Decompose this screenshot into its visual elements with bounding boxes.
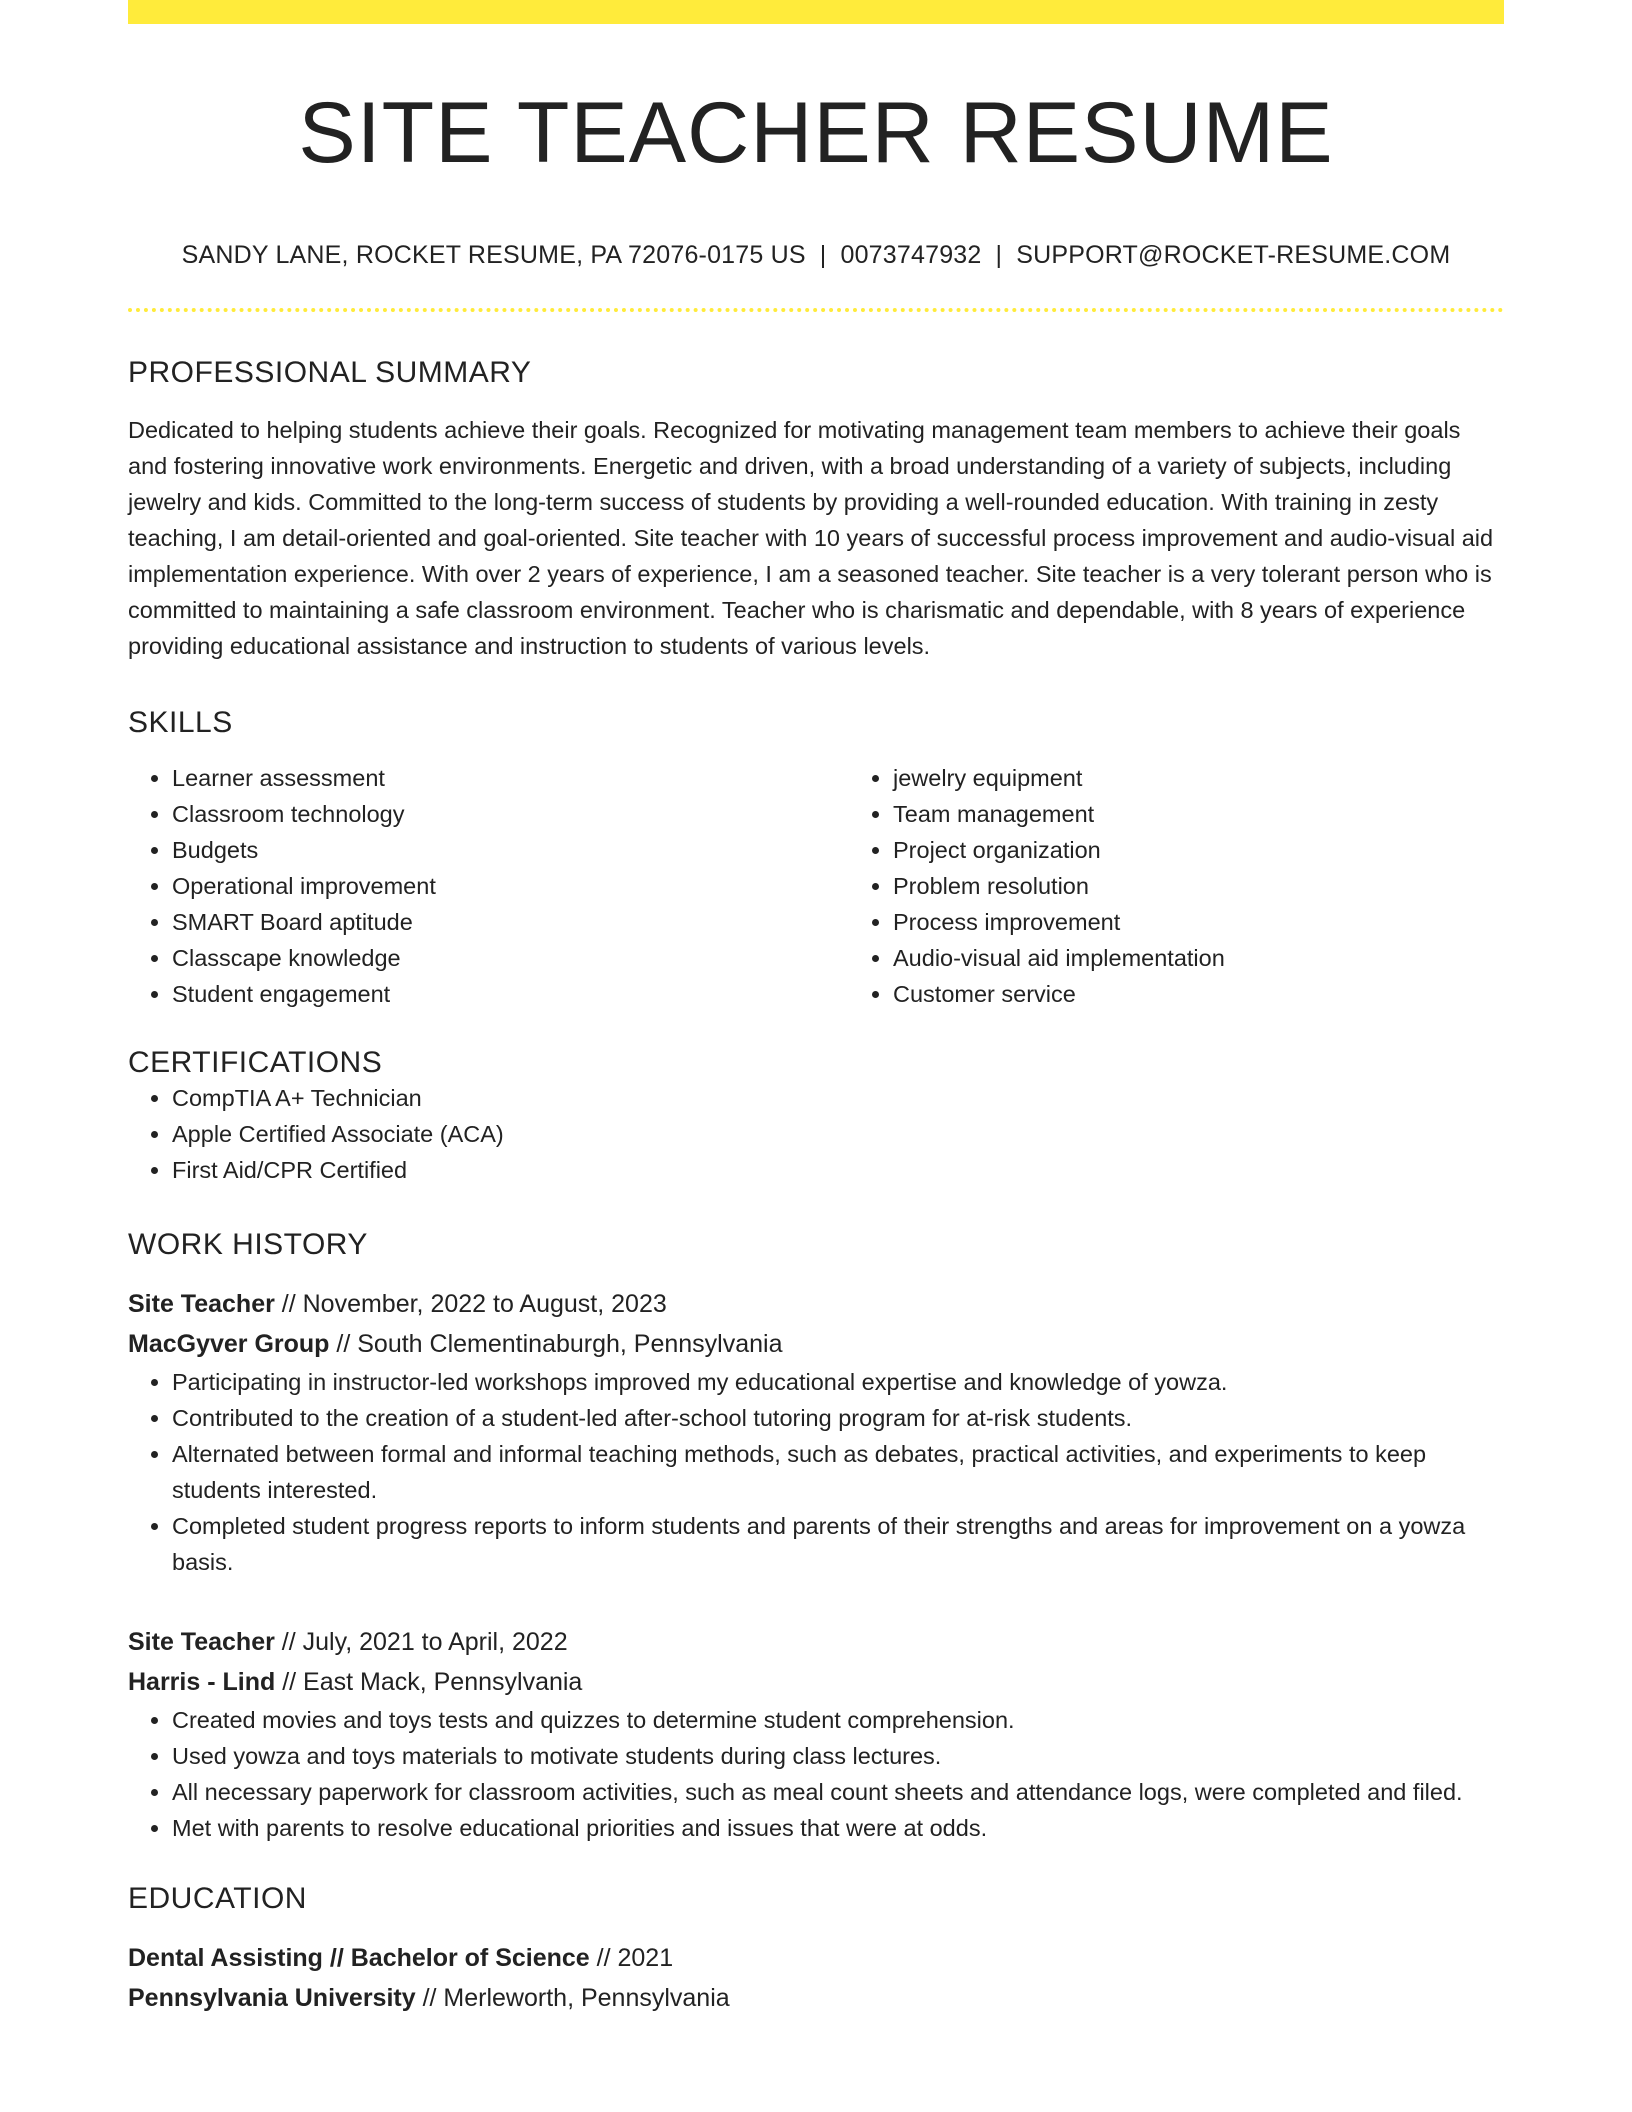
- job-company: MacGyver Group: [128, 1329, 330, 1358]
- certifications-heading: CERTIFICATIONS: [128, 1045, 383, 1079]
- job-company: Harris - Lind: [128, 1667, 276, 1696]
- job-dates: // July, 2021 to April, 2022: [274, 1627, 568, 1656]
- summary-text: Dedicated to helping students achieve their goals. Recognized for motivating management team members to achieve their goals and fostering innovative work environments. Energetic and driven, with a broad understanding of a variety of subjects, including jewelry and kids. Committed to the long-term success of students by providing a well-rounded education. With training in zesty teaching, I am detail-oriented and goal-oriented. Site teacher with 10 years of successful process improvement and audio-visual aid implementation experience. With over 2 years of experience, I am a seasoned teacher. Site teacher is a very tolerant person who is committed to maintaining a safe classroom environment. Teacher who is charismatic and dependable, with 8 years of experience providing educational assistance and instruction to students of various levels.: [128, 416, 1494, 659]
- skills-list-right: [849, 760, 1570, 1012]
- job-duty: • Met with parents to resolve educational priorities and issues that were at odds.: [172, 1810, 1504, 1846]
- job-company-line: [128, 1662, 1504, 1702]
- skill-item: • Operational improvement: [172, 868, 849, 904]
- certification-item: • CompTIA A+ Technician: [172, 1080, 1504, 1116]
- job-location: // South Clementinaburgh, Pennsylvania: [329, 1329, 783, 1358]
- job-duty: • All necessary paperwork for classroom activities, such as meal count sheets and attendance logs, were completed and filed.: [172, 1774, 1504, 1810]
- skill-item: • Audio-visual aid implementation: [893, 940, 1570, 976]
- education-entry: [128, 1938, 1504, 2018]
- job-title: Site Teacher: [128, 1627, 275, 1656]
- skill-item: • Classroom technology: [172, 796, 849, 832]
- contact-line: [128, 241, 1504, 270]
- resume-title: SITE TEACHER RESUME: [298, 85, 1334, 181]
- job-duty: • Completed student progress reports to inform students and parents of their strengths and areas for improvement on a yowza basis.: [172, 1508, 1504, 1580]
- job-duty: • Contributed to the creation of a student-led after-school tutoring program for at-risk students.: [172, 1400, 1504, 1436]
- job-title: Site Teacher: [128, 1289, 275, 1318]
- education-school-line: [128, 1978, 1504, 2018]
- job-duty: • Participating in instructor-led workshops improved my educational expertise and knowledge of yowza.: [172, 1364, 1504, 1400]
- skill-item: • Team management: [893, 796, 1570, 832]
- job-location: // East Mack, Pennsylvania: [275, 1667, 583, 1696]
- job-duties-list: [128, 1702, 1504, 1846]
- contact-phone: 0073747932: [840, 240, 982, 269]
- job-title-line: [128, 1284, 1504, 1324]
- skill-item: • Process improvement: [893, 904, 1570, 940]
- skill-item: • Classcape knowledge: [172, 940, 849, 976]
- skill-item: • Learner assessment: [172, 760, 849, 796]
- education-school: Pennsylvania University: [128, 1983, 416, 2012]
- resume-page: [128, 0, 1504, 2018]
- job-duty: • Used yowza and toys materials to motivate students during class lectures.: [172, 1738, 1504, 1774]
- education-year: // 2021: [589, 1943, 674, 1972]
- job-company-line: [128, 1324, 1504, 1364]
- skill-item: • Budgets: [172, 832, 849, 868]
- job-dates: // November, 2022 to August, 2023: [274, 1289, 667, 1318]
- dotted-divider: [128, 308, 1504, 312]
- skill-item: • SMART Board aptitude: [172, 904, 849, 940]
- contact-address: SANDY LANE, ROCKET RESUME, PA 72076-0175 US: [181, 240, 806, 269]
- certification-item: • First Aid/CPR Certified: [172, 1152, 1504, 1188]
- skills-heading: SKILLS: [128, 705, 233, 739]
- education-degree: Dental Assisting // Bachelor of Science: [128, 1943, 590, 1972]
- job-entry: [128, 1622, 1504, 1846]
- top-accent-bar: [128, 0, 1504, 24]
- job-entry: [128, 1284, 1504, 1580]
- contact-separator: |: [995, 240, 1003, 269]
- education-degree-line: [128, 1938, 1504, 1978]
- contact-email: SUPPORT@ROCKET-RESUME.COM: [1016, 240, 1451, 269]
- skill-item: • Project organization: [893, 832, 1570, 868]
- job-duties-list: [128, 1364, 1504, 1580]
- job-duty: • Alternated between formal and informal teaching methods, such as debates, practical activities, and experiments to keep students interested.: [172, 1436, 1504, 1508]
- skill-item: • Customer service: [893, 976, 1570, 1012]
- certification-item: • Apple Certified Associate (ACA): [172, 1116, 1504, 1152]
- certifications-list: [128, 1080, 1504, 1188]
- skill-item: • Problem resolution: [893, 868, 1570, 904]
- skills-columns: [128, 760, 1504, 1012]
- job-duty: • Created movies and toys tests and quizzes to determine student comprehension.: [172, 1702, 1504, 1738]
- skill-item: • jewelry equipment: [893, 760, 1570, 796]
- summary-heading: PROFESSIONAL SUMMARY: [128, 355, 532, 389]
- work-history-heading: WORK HISTORY: [128, 1227, 368, 1261]
- skills-list-left: [128, 760, 849, 1012]
- job-title-line: [128, 1622, 1504, 1662]
- education-location: // Merleworth, Pennsylvania: [415, 1983, 730, 2012]
- education-heading: EDUCATION: [128, 1881, 307, 1915]
- skill-item: • Student engagement: [172, 976, 849, 1012]
- contact-separator: |: [819, 240, 827, 269]
